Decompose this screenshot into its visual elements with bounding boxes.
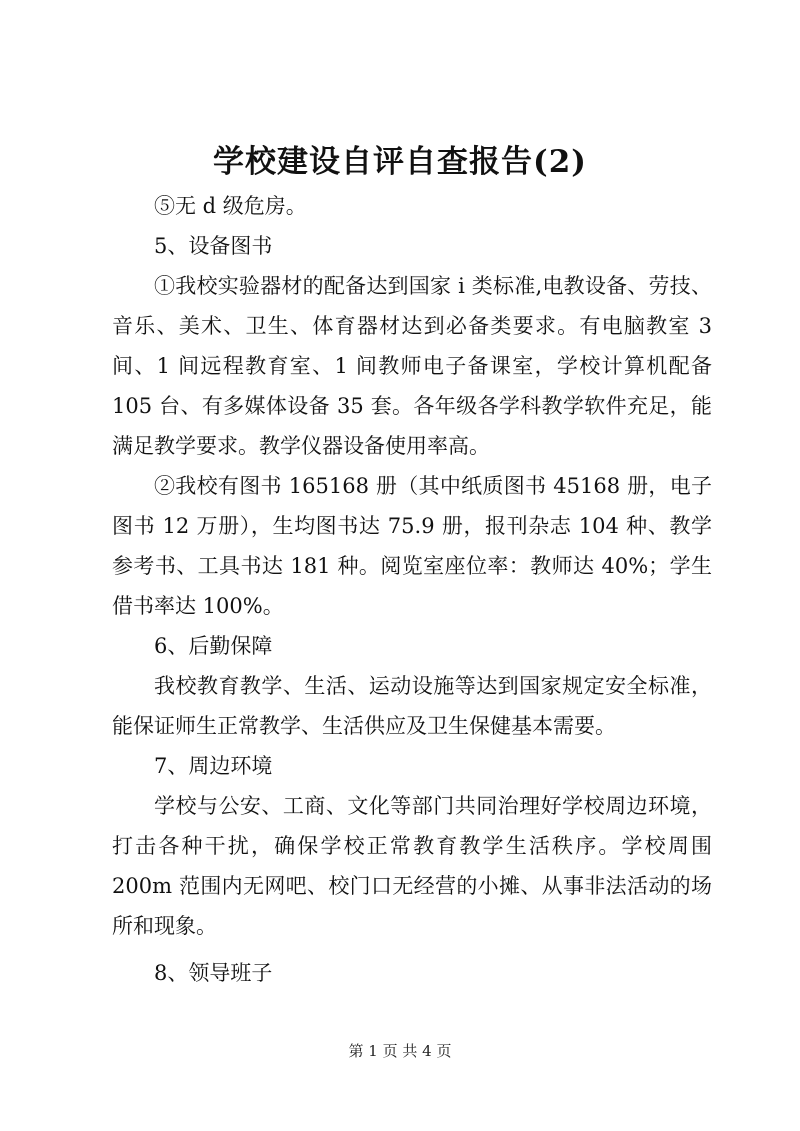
page-footer: 第 1 页 共 4 页 xyxy=(348,1042,452,1060)
paragraph-no-dangerous-buildings: ⑤无 d 级危房。 xyxy=(154,194,307,218)
paragraph-lab-equipment: ①我校实验器材的配备达到国家 i 类标准,电教设备、劳技、音乐、美术、卫生、体育器材达到必备类要求。有电脑教室 3 间、1 间远程教育室、1 间教师电子备课室，学校计算机配备 105 台、有多媒体设备 35 套。各年级各学科教学软件充足，能满足教学要求。教学仪器设备使用率高。 xyxy=(112,274,712,458)
paragraph-library-books: ②我校有图书 165168 册（其中纸质图书 45168 册，电子图书 12 万册），生均图书达 75.9 册，报刊杂志 104 种、教学参考书、工具书达 181 种。阅览室座位率：教师达 40%；学生借书率达 100%。 xyxy=(112,474,712,618)
paragraph-logistics: 我校教育教学、生活、运动设施等达到国家规定安全标准，能保证师生正常教学、生活供应及卫生保健基本需要。 xyxy=(112,674,712,738)
section-heading-leadership: 8、领导班子 xyxy=(154,961,273,985)
section-heading-equipment-books: 5、设备图书 xyxy=(154,234,273,258)
section-heading-surroundings: 7、周边环境 xyxy=(154,754,273,778)
paragraph-surroundings: 学校与公安、工商、文化等部门共同治理好学校周边环境，打击各种干扰，确保学校正常教育教学生活秩序。学校周围 200m 范围内无网吧、校门口无经营的小摊、从事非法活动的场所和现象。 xyxy=(112,794,712,938)
section-heading-logistics: 6、后勤保障 xyxy=(154,634,273,658)
document-title: 学校建设自评自查报告(2) xyxy=(213,144,587,180)
document-body xyxy=(112,186,712,993)
